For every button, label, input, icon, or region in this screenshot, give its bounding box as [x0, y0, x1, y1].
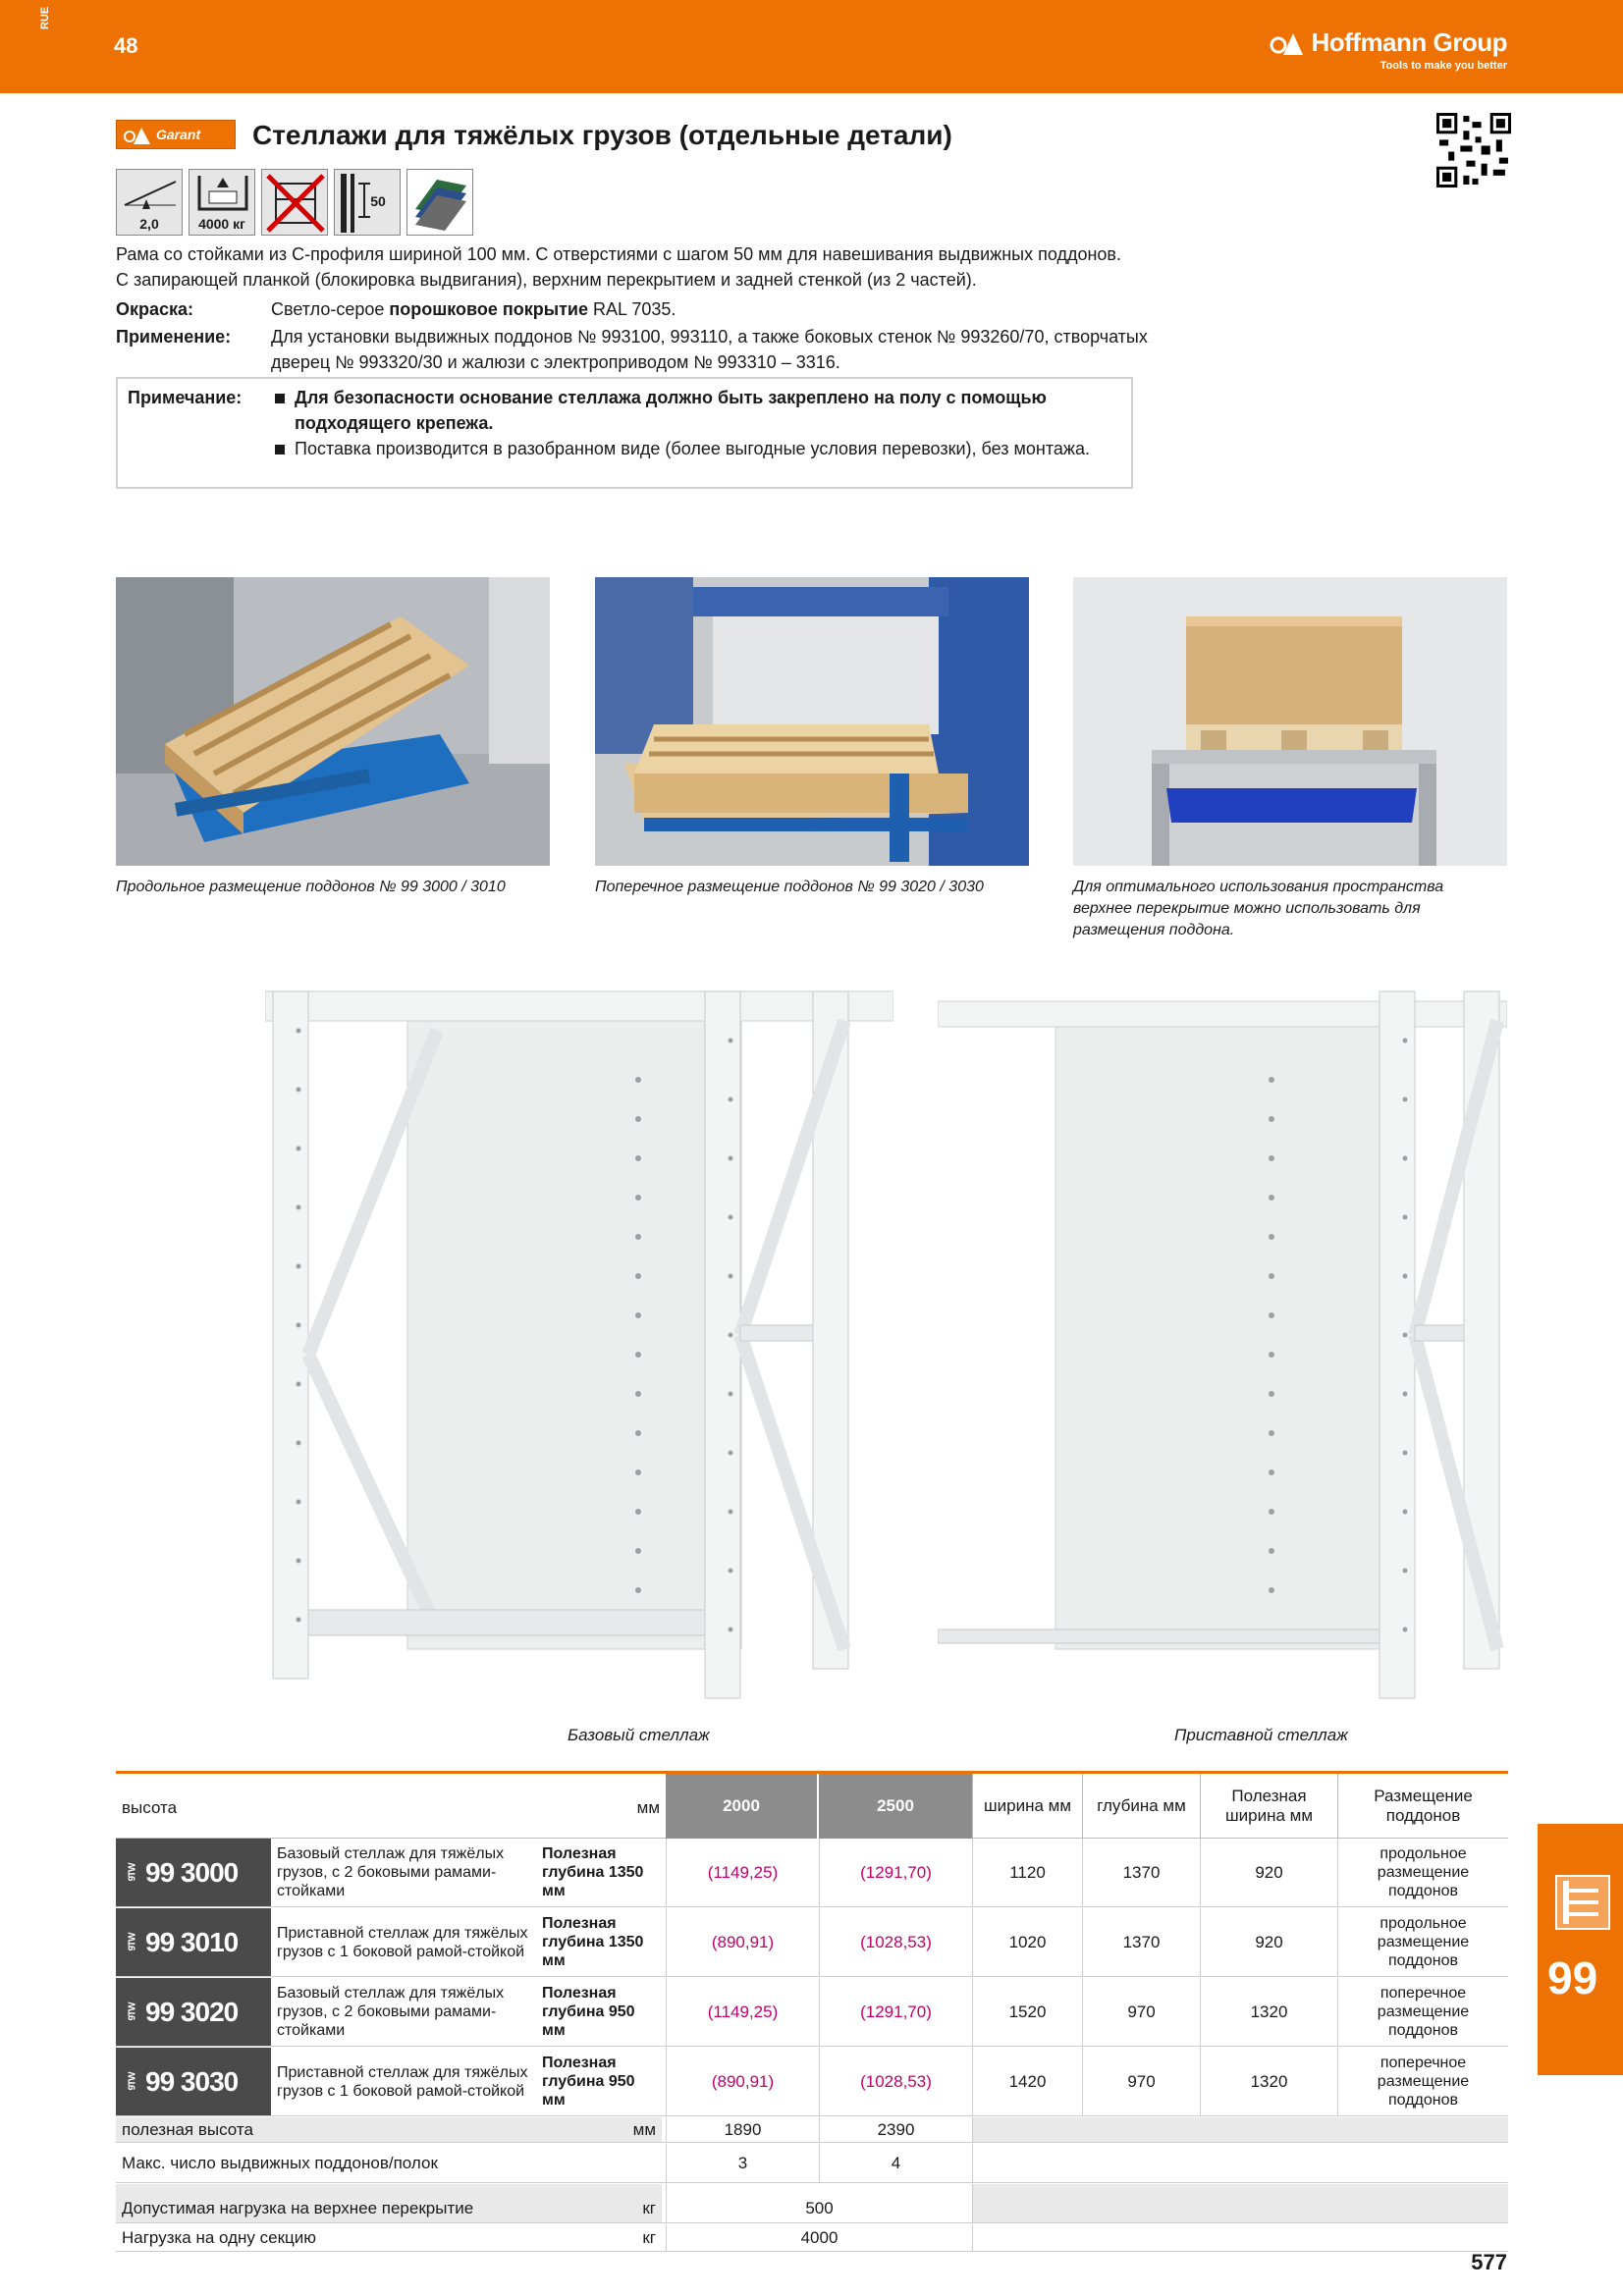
footer-value: 4000: [666, 2224, 972, 2251]
caption-add-on-rack: Приставной стеллаж: [1174, 1726, 1348, 1744]
table-footer-row: [116, 2224, 1508, 2252]
header-depth: глубина мм: [1082, 1774, 1200, 1839]
application-value: Для установки выдвижных поддонов № 993100, 993110, а также боковых стенок № 993260/70, створчатых дверец № 993320/30 и жалюзи с электроприводом № 993310 – 3316.: [271, 327, 1148, 372]
shelf-icon: [1555, 1875, 1610, 1930]
row-description: Базовый стеллаж для тяжёлых грузов, с 2 боковыми рамами-стойками: [277, 1845, 505, 1899]
placement-value: продольное размещение поддонов: [1337, 1908, 1508, 1976]
width-value: 1520: [972, 1978, 1082, 2046]
header-height-2000: 2000: [666, 1774, 819, 1839]
footer-label: Макс. число выдвижных поддонов/полок: [122, 2153, 438, 2172]
depth-value: 1370: [1082, 1839, 1200, 1906]
page-title: Стеллажи для тяжёлых грузов (отдельные детали): [252, 120, 952, 150]
depth-value: 1370: [1082, 1908, 1200, 1976]
note-key: Примечание:: [128, 388, 243, 407]
row-depth-note: Полезная глубина 1350 мм: [542, 1845, 644, 1899]
price-2000: (1149,25): [666, 1839, 819, 1906]
application-key: Применение:: [116, 327, 232, 347]
sku-cell[interactable]: 9TW 99 3030: [116, 2048, 271, 2115]
feature-icons: [116, 169, 473, 236]
table-row: [116, 1908, 1508, 1977]
pitch-icon: 50: [334, 169, 401, 236]
useful-width-value: 1320: [1200, 1978, 1337, 2046]
caption-base-rack: Базовый стеллаж: [568, 1726, 710, 1744]
brand: [1311, 27, 1507, 72]
application-row: [116, 324, 1148, 375]
garant-logo-icon: [123, 126, 152, 145]
add-on-rack-drawing: [938, 982, 1507, 1718]
width-value: 1420: [972, 2048, 1082, 2115]
caption-top-cover: Для оптимального использования пространства верхнее перекрытие можно использовать для размещения поддона.: [1073, 879, 1444, 938]
useful-width-value: 1320: [1200, 2048, 1337, 2115]
note-item-delivery: Поставка производится в разобранном виде (более выгодные условия перевозки), без монтажа.: [275, 436, 1119, 461]
header-placement: Размещение поддонов: [1337, 1774, 1508, 1839]
price-2500: (1028,53): [819, 2048, 972, 2115]
placement-value: продольное размещение поддонов: [1337, 1839, 1508, 1906]
header-height-2500: 2500: [819, 1774, 972, 1839]
footer-empty: [972, 2184, 1508, 2222]
footer-value-2500: 2390: [819, 2117, 972, 2142]
paint-value: Светло-серое порошковое покрытие RAL 7035.: [271, 299, 676, 319]
photo-longitudinal-pallet: [116, 577, 550, 866]
header-useful-width: Полезная ширина мм: [1200, 1774, 1337, 1839]
no-assembly-icon: [261, 169, 328, 236]
table-row: [116, 1978, 1508, 2047]
header-unit: мм: [410, 1774, 666, 1839]
footer-value-2500: 4: [819, 2144, 972, 2182]
footer-empty: [972, 2144, 1508, 2182]
footer-label: Допустимая нагрузка на верхнее перекрытие: [116, 2184, 662, 2222]
header-width: ширина мм: [972, 1774, 1082, 1839]
footer-empty: [972, 2224, 1508, 2251]
placement-value: поперечное размещение поддонов: [1337, 2048, 1508, 2115]
header-bar: [0, 0, 1623, 93]
colors-icon: [406, 169, 473, 236]
row-depth-note: Полезная глубина 950 мм: [542, 2055, 635, 2109]
header-height-label: высота: [116, 1774, 410, 1839]
note-item-safety: Для безопасности основание стеллажа должно быть закреплено на полу с помощью подходящего крепежа.: [275, 385, 1119, 436]
table-footer-row: [116, 2117, 1508, 2143]
caption-longitudinal: Продольное размещение поддонов № 99 3000 / 3010: [116, 879, 506, 895]
footer-unit: кг: [642, 2199, 656, 2217]
row-description: Приставной стеллаж для тяжёлых грузов с 1 боковой рамой-стойкой: [277, 1924, 528, 1960]
page-number-top: 48: [114, 33, 138, 58]
useful-width-value: 920: [1200, 1908, 1337, 1976]
footer-value-2000: 1890: [666, 2117, 819, 2142]
note-box: [116, 377, 1133, 489]
load-icon: 4000 кг: [189, 169, 255, 236]
page-number-bottom: 577: [1471, 2250, 1507, 2274]
sku-cell[interactable]: 9TW 99 3020: [116, 1978, 271, 2046]
brand-name: Hoffmann Group: [1311, 27, 1507, 57]
caption-transverse: Поперечное размещение поддонов № 99 3020 / 3030: [595, 879, 984, 895]
table-footer-row: [116, 2144, 1508, 2183]
chapter-number: 99: [1547, 1952, 1598, 2003]
table-row: [116, 1839, 1508, 1907]
row-depth-note: Полезная глубина 950 мм: [542, 1985, 635, 2039]
useful-width-value: 920: [1200, 1839, 1337, 1906]
table-row: [116, 2048, 1508, 2116]
footer-value: 500: [666, 2184, 972, 2222]
footer-value-2000: 3: [666, 2144, 819, 2182]
price-2000: (890,91): [666, 2048, 819, 2115]
price-2000: (890,91): [666, 1908, 819, 1976]
row-depth-note: Полезная глубина 1350 мм: [542, 1915, 644, 1969]
table-footer-row: [116, 2184, 1508, 2223]
price-2500: (1028,53): [819, 1908, 972, 1976]
hoffmann-logo-icon: [1270, 29, 1307, 57]
footer-label: Нагрузка на одну секцию: [122, 2227, 317, 2247]
footer-unit: мм: [632, 2119, 656, 2139]
row-description: Приставной стеллаж для тяжёлых грузов с 1 боковой рамой-стойкой: [277, 2063, 528, 2100]
base-rack-drawing: [265, 982, 893, 1718]
depth-value: 970: [1082, 2048, 1200, 2115]
garant-label: Garant: [156, 127, 201, 142]
photo-transverse-pallet: [595, 577, 1029, 866]
brand-tagline: Tools to make you better: [1380, 60, 1507, 72]
thickness-icon: 2,0: [116, 169, 183, 236]
width-value: 1120: [972, 1839, 1082, 1906]
placement-value: поперечное размещение поддонов: [1337, 1978, 1508, 2046]
footer-empty: [972, 2117, 1508, 2142]
qr-code-icon[interactable]: [1436, 113, 1511, 187]
garant-badge: [116, 120, 236, 149]
photo-top-cover-pallet: [1073, 577, 1507, 866]
sku-cell[interactable]: 9TW 99 3010: [116, 1908, 271, 1976]
chapter-tab[interactable]: [1538, 1824, 1623, 2075]
price-2000: (1149,25): [666, 1978, 819, 2046]
footer-unit: кг: [642, 2227, 656, 2247]
side-code: RUE: [39, 6, 51, 29]
footer-label: полезная высота: [116, 2117, 662, 2142]
width-value: 1020: [972, 1908, 1082, 1976]
paint-row: [116, 296, 1137, 322]
product-description: Рама со стойками из C-профиля шириной 100 мм. С отверстиями с шагом 50 мм для навешивания выдвижных поддонов. С запирающей планкой (блокировка выдвигания), верхним перекрытием и задней стенкой (из 2 частей).: [116, 244, 1121, 290]
table-header-row: [116, 1774, 1508, 1839]
sku-cell[interactable]: 9TW 99 3000: [116, 1839, 271, 1906]
price-2500: (1291,70): [819, 1839, 972, 1906]
row-description: Базовый стеллаж для тяжёлых грузов, с 2 боковыми рамами-стойками: [277, 1985, 505, 2039]
paint-key: Окраска:: [116, 299, 194, 319]
price-2500: (1291,70): [819, 1978, 972, 2046]
depth-value: 970: [1082, 1978, 1200, 2046]
